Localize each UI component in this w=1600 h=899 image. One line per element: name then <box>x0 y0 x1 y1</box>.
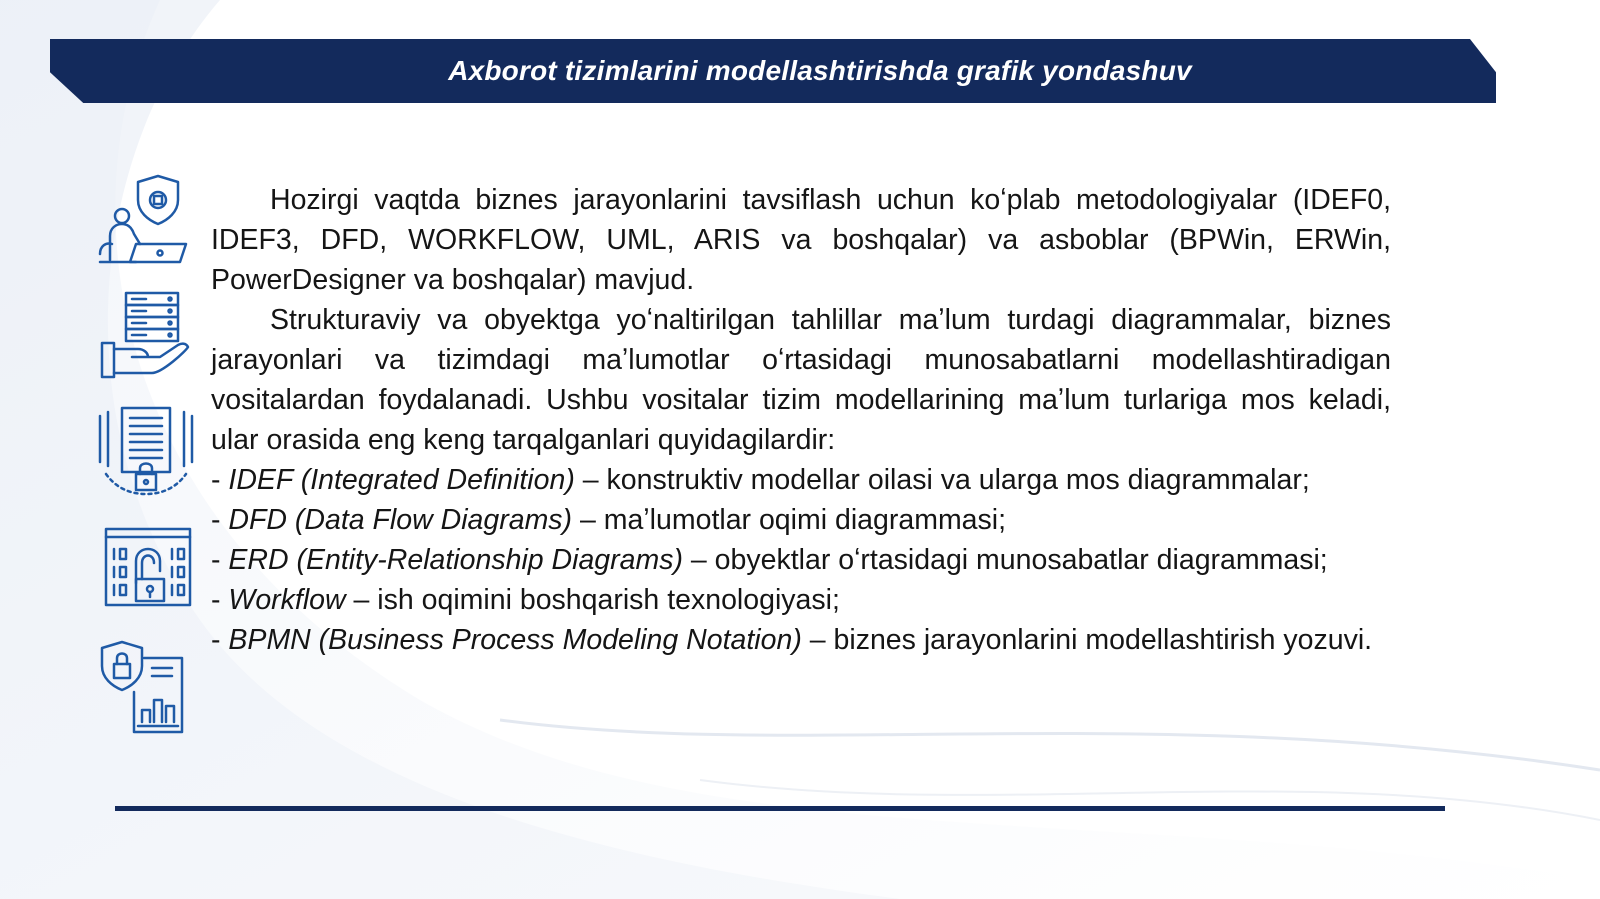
slide-body <box>211 180 1391 660</box>
list-item-term: BPMN (Business Process Modeling Notation) <box>228 624 802 656</box>
list-item-description: – ish oqimini boshqarish texnologiyasi; <box>345 584 840 616</box>
list-item-term: DFD (Data Flow Diagrams) <box>228 504 573 536</box>
list-item: - IDEF (Integrated Definition) – konstruktiv modellar oilasi va ularga mos diagrammalar; <box>211 464 1310 496</box>
document-lock-icon <box>94 404 198 504</box>
bottom-divider <box>115 806 1445 811</box>
list-item-description: – konstruktiv modellar oilasi va ularga mos diagrammalar; <box>574 464 1310 496</box>
paragraph: Strukturaviy va obyektga yoʻnaltirilgan tahlillar maʼlum turdagi diagrammalar, biznes jarayonlari va tizimdagi maʼlumotlar oʻrtasidagi munosabatlarni modellashtiradigan vositalardan foydalanadi. Ushbu vositalar tizim modellarining maʼlum turlariga mos keladi, ular orasida eng keng tarqalganlari quyidagilardir: <box>211 304 1391 456</box>
shield-person-laptop-icon <box>94 170 198 270</box>
list-item-description: – biznes jarayonlarini modellashtirish yozuvi. <box>801 624 1373 656</box>
list-item: - ERD (Entity-Relationship Diagrams) – obyektlar oʻrtasidagi munosabatlar diagrammasi; <box>211 544 1328 576</box>
list-item: - BPMN (Business Process Modeling Notation) – biznes jarayonlarini modellashtirish yozuvi. <box>211 624 1373 656</box>
paragraph: Hozirgi vaqtda biznes jarayonlarini tavsiflash uchun koʻplab metodologiyalar (IDEF0, IDEF3, DFD, WORKFLOW, UML, ARIS va boshqalar) va asboblar (BPWin, ERWin, PowerDesigner va boshqalar) mavjud. <box>211 184 1391 296</box>
server-hand-icon <box>94 287 198 387</box>
database-lock-icon <box>94 521 198 621</box>
list-item-term: ERD (Entity-Relationship Diagrams) <box>228 544 683 576</box>
list-item-term: IDEF (Integrated Definition) <box>228 464 575 496</box>
list-item-term: Workflow <box>228 584 346 616</box>
list-item-description: – obyektlar oʻrtasidagi munosabatlar diagrammasi; <box>682 544 1328 576</box>
list-item: - DFD (Data Flow Diagrams) – maʼlumotlar oqimi diagrammasi; <box>211 504 1007 536</box>
slide-title: Axborot tizimlarini modellashtirishda grafik yondashuv <box>448 55 1192 86</box>
security-report-icon <box>94 638 198 738</box>
list-item-description: – maʼlumotlar oqimi diagrammasi; <box>572 504 1007 536</box>
list-item: - Workflow – ish oqimini boshqarish texnologiyasi; <box>211 584 840 616</box>
